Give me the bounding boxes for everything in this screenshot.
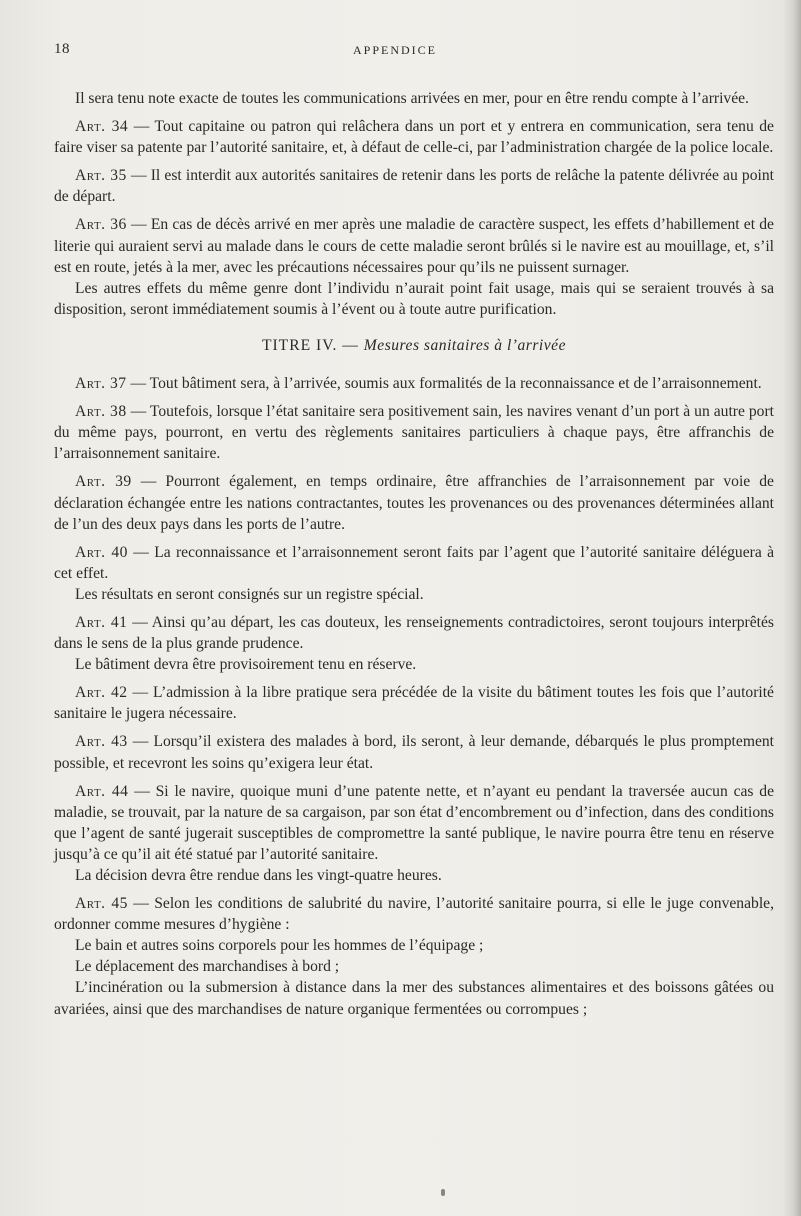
article-text: — Ainsi qu’au départ, les cas douteux, les renseignements contradictoires, seront toujours interprêtés dans le sens de la plus grande prudence. — [54, 613, 774, 653]
article-39 — [54, 471, 774, 534]
article-text: — Selon les conditions de salubrité du navire, l’autorité sanitaire pourra, si elle le juge convenable, ordonner comme mesures d’hygiène : — [54, 895, 774, 934]
page-number: 18 — [54, 41, 70, 57]
article-label: Art. 34 — [75, 118, 129, 136]
article-label: Art. 36 — [75, 216, 127, 234]
article-45-item: Le bain et autres soins corporels pour les hommes de l’équipage ; — [75, 937, 484, 955]
article-36 — [54, 214, 774, 277]
article-label: Art. 45 — [75, 895, 128, 913]
article-40-continuation: Les résultats en seront consignés sur un registre spécial. — [75, 585, 424, 603]
page-header — [0, 41, 801, 63]
section-title — [54, 335, 774, 356]
article-label: Art. 38 — [75, 403, 127, 421]
article-label: Art. 39 — [75, 473, 132, 491]
article-41 — [54, 612, 774, 654]
body-text — [54, 88, 774, 1020]
article-45 — [54, 893, 774, 935]
article-45-item: Le déplacement des marchandises à bord ; — [75, 958, 340, 976]
article-label: Art. 43 — [75, 733, 128, 751]
article-label: Art. 42 — [75, 684, 128, 702]
article-40 — [54, 542, 774, 584]
article-36-continuation: Les autres effets du même genre dont l’individu n’aurait point fait usage, mais qui se seraient trouvés à sa disposition, seront immédiatement soumis à l’évent ou à toute autre purification. — [54, 279, 774, 318]
article-text: — L’admission à la libre pratique sera précédée de la visite du bâtiment toutes les fois que l’autorité sanitaire le jugera nécessaire. — [54, 684, 774, 723]
article-44-continuation: La décision devra être rendue dans les vingt-quatre heures. — [75, 867, 442, 884]
article-text: — Lorsqu’il existera des malades à bord, ils seront, à leur demande, débarqués le plus promptement possible, et recevront les soins qu’exigera leur état. — [54, 733, 774, 772]
article-text: — En cas de décès arrivé en mer après une maladie de caractère suspect, les effets d’habillement et de literie qui auraient servi au malade dans le cours de cette maladie seront brûlés si le navire est au mouillage, et, s’il est en route, jetés à la mer, avec les précautions nécessaires pour qu’ils ne puissent surnager. — [54, 216, 774, 276]
article-45-item: L’incinération ou la submersion à distance dans la mer des substances alimentaires et des boissons gâtées ou avariées, ainsi que des marchandises de nature organique fermentées ou corrompues ; — [54, 979, 774, 1018]
article-text: — Si le navire, quoique muni d’une patente nette, et n’ayant eu pendant la traversée aucun cas de maladie, se trouvait, par la nature de sa cargaison, par son état d’encombrement ou d’infection, dans des conditions que l’agent de santé jugerait susceptibles de compromettre la santé publique, le navire pourra être tenu en réserve jusqu’à ce qu’il ait été statué par l’autorité sanitaire. — [54, 782, 774, 863]
running-head: APPENDICE — [352, 43, 437, 57]
article-text: — Tout bâtiment sera, à l’arrivée, soumis aux formalités de la reconnaissance et de l’arraisonnement. — [126, 375, 762, 393]
article-41-continuation: Le bâtiment devra être provisoirement tenu en réserve. — [75, 656, 417, 674]
article-34 — [54, 116, 774, 158]
article-text: — La reconnaissance et l’arraisonnement seront faits par l’agent que l’autorité sanitaire déléguera à cet effet. — [54, 543, 774, 582]
section-title-subtitle: Mesures sanitaires à l’arrivée — [363, 336, 567, 354]
article-35 — [54, 165, 774, 207]
section-title-prefix: TITRE IV. — — [261, 336, 364, 354]
article-44 — [54, 781, 774, 865]
article-label: Art. 44 — [75, 782, 129, 800]
article-label: Art. 41 — [75, 613, 128, 631]
article-text: — Toutefois, lorsque l’état sanitaire sera positivement sain, les navires venant d’un port à un autre port du même pays, pourront, en vertu des règlements sanitaires particuliers à chaque pays, être affranchis de l’arraisonnement sanitaire. — [54, 403, 774, 463]
page-edge-shadow — [783, 0, 801, 1216]
article-text: — Pourront également, en temps ordinaire, être affranchies de l’arraisonnement par voie de déclaration échangée entre les nations contractantes, toutes les provenances ou des provenances déterminées allant de l’un des deux pays dans les ports de l’autre. — [54, 473, 774, 533]
article-text: — Il est interdit aux autorités sanitaires de retenir dans les ports de relâche la patente délivrée au point de départ. — [54, 167, 774, 206]
article-label: Art. 35 — [75, 167, 127, 185]
paragraph-intro: Il sera tenu note exacte de toutes les communications arrivées en mer, pour en être rendu compte à l’arrivée. — [75, 90, 749, 107]
article-text: — Tout capitaine ou patron qui relâchera dans un port et y entrera en communication, sera tenu de faire viser sa patente par l’autorité sanitaire, et, à défaut de celle-ci, par l’administration chargée de la police locale. — [54, 118, 774, 157]
ink-speck — [441, 1189, 445, 1196]
article-37 — [54, 373, 774, 394]
article-38 — [54, 401, 774, 464]
article-42 — [54, 682, 774, 724]
article-43 — [54, 731, 774, 773]
article-label: Art. 40 — [75, 543, 128, 561]
article-label: Art. 37 — [75, 375, 127, 393]
